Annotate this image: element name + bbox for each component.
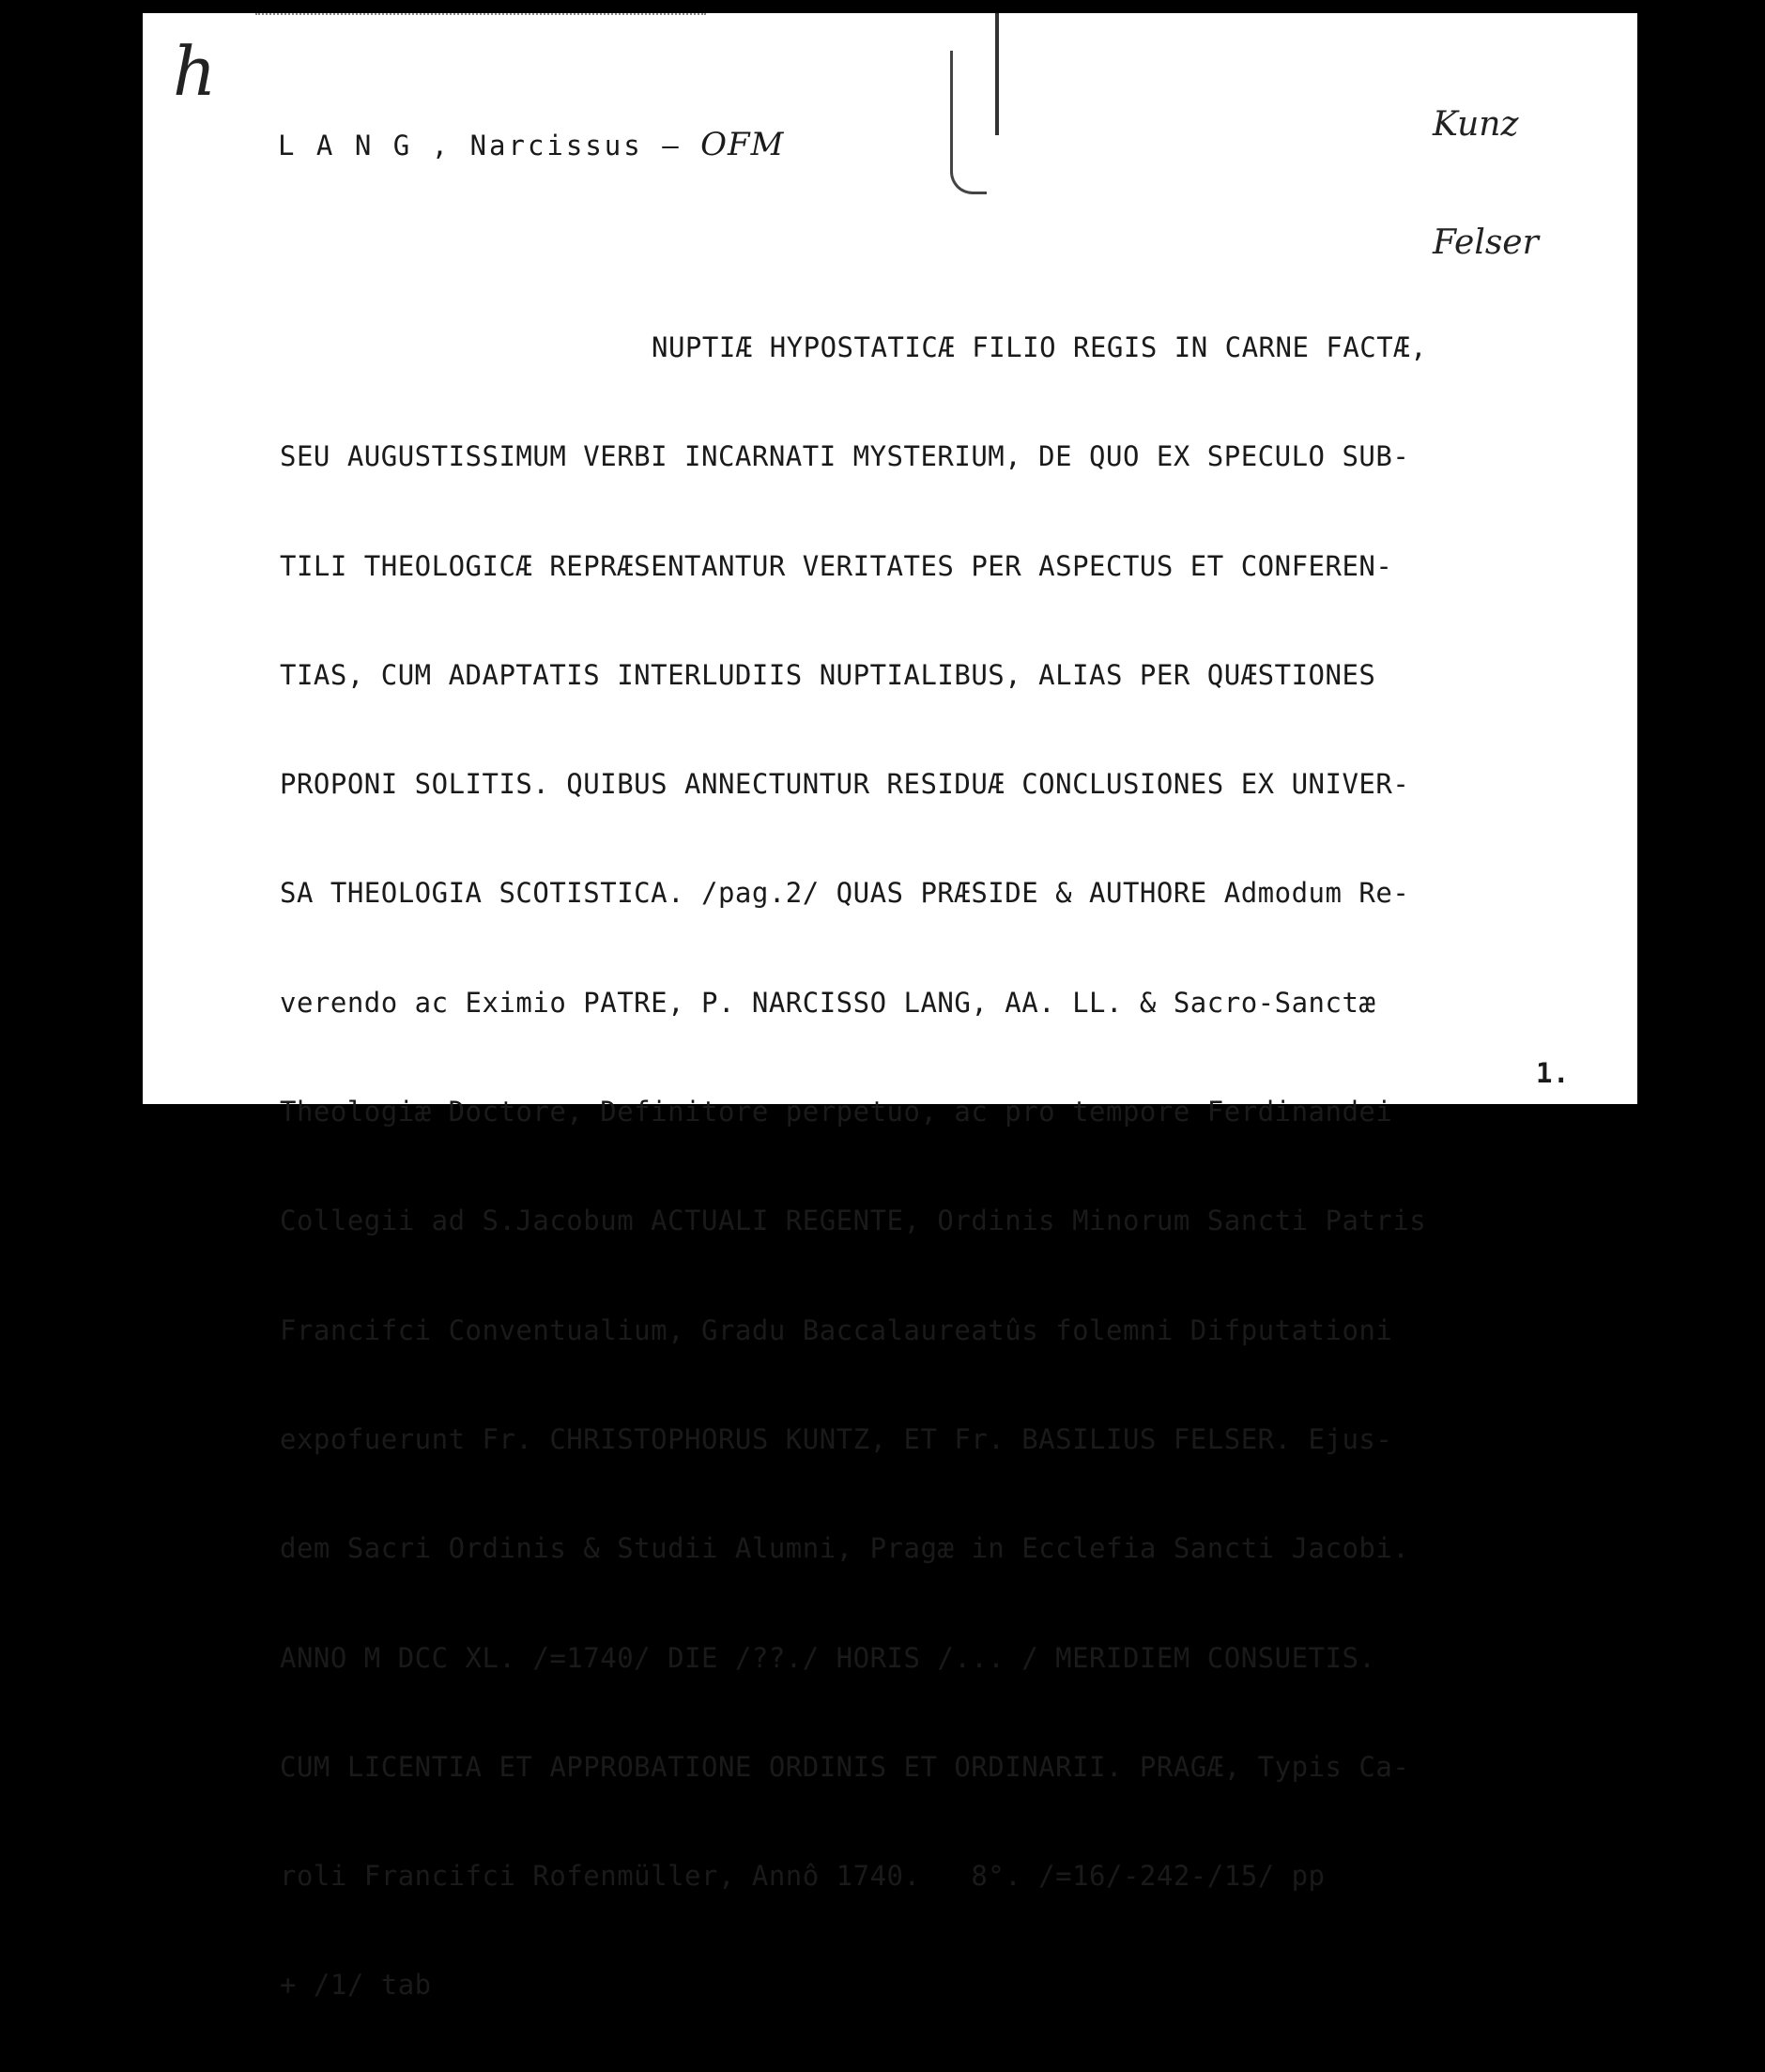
body-line: NUPTIÆ HYPOSTATICÆ FILIO REGIS IN CARNE FACTÆ,	[652, 331, 1428, 363]
body-line: expofuerunt Fr. CHRISTOPHORUS KUNTZ, ET Fr. BASILIUS FELSER. Ejus-	[280, 1422, 1393, 1455]
body-line: SA THEOLOGIA SCOTISTICA. /pag.2/ QUAS PRÆSIDE & AUTHORE Admodum Re-	[280, 877, 1410, 910]
binder-mark	[995, 13, 999, 135]
body-line: ANNO M DCC XL. /=1740/ DIE /??./ HORIS /... / MERIDIEM CONSUETIS.	[280, 1641, 1376, 1674]
author-name: L A N G , Narcissus –	[278, 130, 701, 161]
handwritten-names-top-right	[1433, 26, 1539, 342]
body-line: dem Sacri Ordinis & Studii Alumni, Pragæ in Ecclefia Sancti Jacobi.	[280, 1532, 1410, 1565]
catalog-card	[143, 13, 1637, 2002]
card-page-number: 1.	[1536, 1057, 1570, 1089]
body-line: CUM LICENTIA ET APPROBATIONE ORDINIS ET ORDINARII. PRAGÆ, Typis Ca-	[280, 1750, 1410, 1783]
body-line: + /1/ tab	[280, 1969, 432, 2002]
body-line: TILI THEOLOGICÆ REPRÆSENTANTUR VERITATES PER ASPECTUS ET CONFEREN-	[280, 549, 1393, 582]
body-line: SEU AUGUSTISSIMUM VERBI INCARNATI MYSTERIUM, DE QUO EX SPECULO SUB-	[280, 440, 1410, 473]
handwritten-mark-top-left: h	[173, 32, 217, 111]
body-line: verendo ac Eximio PATRE, P. NARCISSO LANG, AA. LL. & Sacro-Sanctæ	[280, 986, 1376, 1019]
card-header	[278, 126, 784, 163]
body-line: Theologiæ Doctore, Definitore perpetuo, ac pro tempore Ferdinandei	[280, 1096, 1393, 1128]
handwritten-order: OFM	[700, 126, 785, 163]
card-edge-mark	[255, 13, 706, 21]
binder-clip	[950, 51, 987, 194]
body-line: Collegii ad S.Jacobum ACTUALI REGENTE, Ordinis Minorum Sancti Patris	[280, 1205, 1427, 1237]
body-line: PROPONI SOLITIS. QUIBUS ANNECTUNTUR RESIDUÆ CONCLUSIONES EX UNIVER-	[280, 768, 1410, 801]
handwritten-name-1: Kunz	[1433, 105, 1519, 144]
card-body	[280, 261, 1427, 2072]
body-line: TIAS, CUM ADAPTATIS INTERLUDIIS NUPTIALIBUS, ALIAS PER QUÆSTIONES	[280, 658, 1376, 691]
body-line: roli Francifci Rofenmüller, Annô 1740. 8°. /=16/-242-/15/ pp	[280, 1860, 1326, 1893]
body-line: Francifci Conventualium, Gradu Baccalaureatûs folemni Difputationi	[280, 1313, 1393, 1346]
handwritten-name-2: Felser	[1433, 223, 1539, 262]
